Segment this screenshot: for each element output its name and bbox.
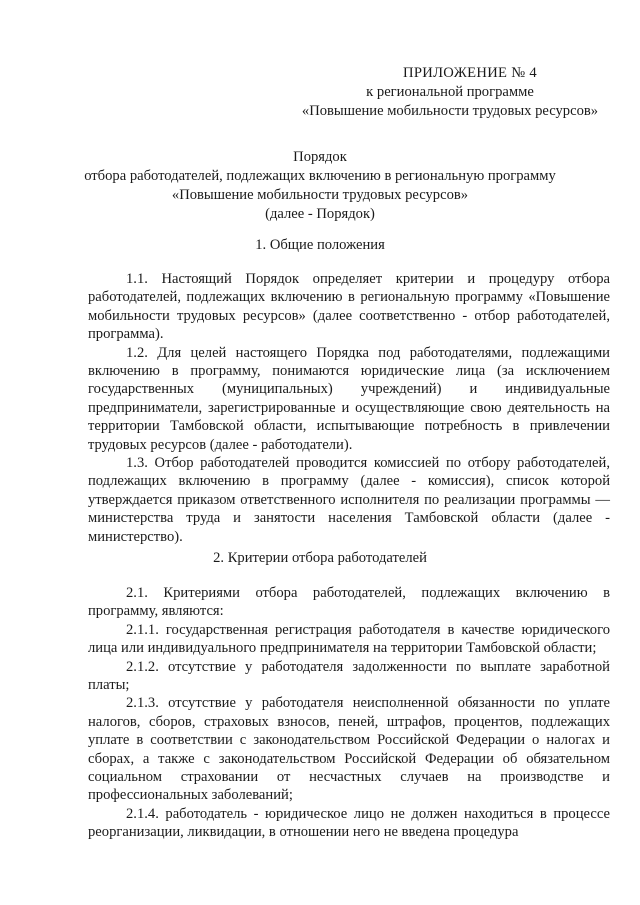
section-1-body [88,270,610,546]
paragraph-2-1-1: 2.1.1. государственная регистрация работодателя в качестве юридического лица или индивидуального предпринимателя на территории Тамбовской области; [88,621,610,657]
document-title [80,148,560,224]
paragraph-1-1: 1.1. Настоящий Порядок определяет критерии и процедуру отбора работодателей, подлежащих включению в региональную программу «Повышение мобильности трудовых ресурсов» (далее соответственно - отбор работодателей, программа). [88,271,610,343]
paragraph-2-1-2: 2.1.2. отсутствие у работодателя задолженности по выплате заработной платы; [88,658,610,694]
appendix-number: ПРИЛОЖЕНИЕ № 4 [403,65,537,81]
section-1-heading: 1. Общие положения [255,237,385,253]
title-line-2: отбора работодателей, подлежащих включению в региональную программу [84,168,556,184]
paragraph-1-3: 1.3. Отбор работодателей проводится комиссией по отбору работодателей, подлежащих включению в программу (далее - комиссия), список которой утверждается приказом ответственного исполнителя по реализации программы — министерства труда и занятости населения Тамбовской области (далее - министерство). [88,455,610,545]
section-2-heading: 2. Критерии отбора работодателей [213,550,427,566]
title-line-1: Порядок [293,149,347,165]
appendix-header [280,64,620,121]
paragraph-2-1: 2.1. Критериями отбора работодателей, подлежащих включению в программу, являются: [88,585,610,620]
paragraph-2-1-3: 2.1.3. отсутствие у работодателя неисполненной обязанности по уплате налогов, сборов, страховых взносов, пеней, штрафов, процентов, подлежащих уплате в соответствии с законодательством Российской Федерации о налогах и сборах, а также с законодательством Российской Федерации об обязательном социальном страховании от несчастных случаев на производстве и профессиональных заболеваний; [88,695,610,804]
paragraph-1-2: 1.2. Для целей настоящего Порядка под работодателями, подлежащими включению в программу, понимаются юридические лица (за исключением государственных (муниципальных) учреждений) и индивидуальные предприниматели, зарегистрированные и осуществляющие свою деятельность на территории Тамбовской области, испытывающие потребность в привлечении трудовых ресурсов (далее - работодатели). [88,344,610,453]
title-line-3: «Повышение мобильности трудовых ресурсов» [171,187,469,203]
title-line-4: (далее - Порядок) [265,206,375,222]
appendix-program-name: «Повышение мобильности трудовых ресурсов» [301,103,599,119]
appendix-program-ref: к региональной программе [366,84,534,100]
section-2-body [88,584,610,842]
paragraph-2-1-4: 2.1.4. работодатель - юридическое лицо не должен находиться в процессе реорганизации, ликвидации, в отношении него не введена процедура [88,805,610,841]
